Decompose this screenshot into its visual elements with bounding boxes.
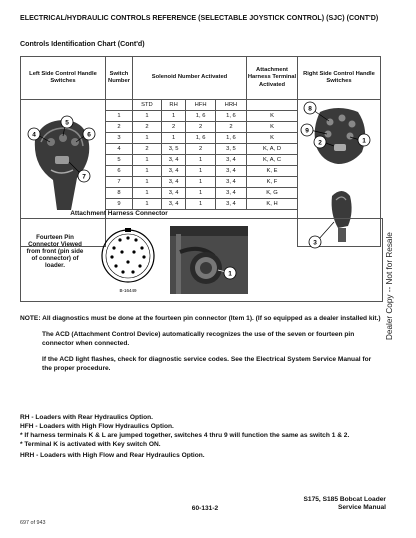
callout-8 <box>304 102 316 114</box>
svg-text:4: 4 <box>32 131 36 139</box>
fourteen-pin-label: Fourteen Pin Connector Viewed from front (pin side of connector) of loader. <box>26 234 84 269</box>
switch-number-subheader-blank <box>106 100 133 111</box>
note-diagnostics: NOTE: All diagnostics must be done at the fourteen pin connector (Item 1). (If so equipped as a dealer installed kit.) <box>20 315 381 322</box>
table-row: 7 1 3, 4 1 3, 4 K, F <box>21 177 381 188</box>
subheader-hrh: HRH <box>215 100 246 111</box>
connector-photo <box>170 226 248 294</box>
header-left-switches: Left Side Control Handle Switches <box>21 57 106 100</box>
table-row: 6 1 3, 4 1 3, 4 K, E <box>21 166 381 177</box>
manual-title: S175, S185 Bobcat Loader Service Manual <box>303 496 386 511</box>
dealer-copy-watermark: Dealer Copy -- Not for Resale <box>385 232 394 340</box>
svg-text:8: 8 <box>308 105 312 113</box>
callout-9 <box>301 124 313 136</box>
note-acd-light: If the ACD light flashes, check for diagnostic service codes. See the Electrical System Service Manual for the proper procedure. <box>42 356 372 372</box>
page-code: 60-131-2 <box>191 505 219 512</box>
subheader-hfh: HFH <box>186 100 216 111</box>
table-row: 2 2 2 2 2 K <box>21 122 381 133</box>
page-title: ELECTRICAL/HYDRAULIC CONTROLS REFERENCE (SELECTABLE JOYSTICK CONTROL) (SJC) (CONT'D) <box>20 14 379 22</box>
figure-code: B-16449 <box>119 288 137 293</box>
terminal-subheader-blank <box>247 100 298 111</box>
header-solenoid: Solenoid Number Activated <box>133 57 247 100</box>
svg-text:7: 7 <box>82 173 86 181</box>
table-row: 1 1 1 1, 6 1, 6 K <box>21 111 381 122</box>
table-row: 9 1 3, 4 1 3, 4 K, H <box>21 199 381 210</box>
fourteen-pin-connector-diagram <box>92 222 168 294</box>
svg-text:3: 3 <box>313 239 317 247</box>
header-right-switches: Right Side Control Handle Switches <box>298 57 381 100</box>
legend-k-l: * If harness terminals K & L are jumped together, switches 4 thru 9 will function the same as switch 1 & 2. <box>20 432 350 439</box>
table-row: 4 2 3, 5 2 3, 5 K, A, D <box>21 144 381 155</box>
callout-1 <box>358 134 370 146</box>
legend-hfh: HFH - Loaders with High Flow Hydraulics Option. <box>20 423 174 430</box>
subheader-rh: RH <box>161 100 185 111</box>
header-terminal: Attachment Harness Terminal Activated <box>247 57 298 100</box>
table-row: 8 1 3, 4 1 3, 4 K, G <box>21 188 381 199</box>
legend-block <box>20 413 349 449</box>
note-acd: The ACD (Attachment Control Device) automatically recognizes the use of the seven or fourteen pin connector when connected. <box>42 331 355 347</box>
svg-text:1: 1 <box>228 270 232 278</box>
callout-connector-1 <box>224 267 236 279</box>
callout-4 <box>28 128 40 140</box>
svg-text:1: 1 <box>362 137 366 145</box>
svg-text:9: 9 <box>305 127 309 135</box>
legend-hrh: HRH - Loaders with High Flow and Rear Hydraulics Option. <box>20 452 205 459</box>
page-count: 697 of 943 <box>20 520 46 526</box>
table-row: 3 1 1 1, 6 1, 6 K <box>21 133 381 144</box>
legend-k-key: * Terminal K is activated with Key switch ON. <box>20 441 161 448</box>
notes-block <box>20 314 382 380</box>
callout-7 <box>78 170 90 182</box>
callout-6 <box>83 128 95 140</box>
left-handle-image <box>21 100 105 220</box>
chart-subtitle: Controls Identification Chart (Cont'd) <box>20 40 145 48</box>
harness-connector-title: Attachment Harness Connector <box>70 210 168 217</box>
svg-text:5: 5 <box>65 119 69 127</box>
svg-text:6: 6 <box>87 131 91 139</box>
callout-2 <box>314 136 326 148</box>
table-row: 5 1 3, 4 1 3, 4 K, A, C <box>21 155 381 166</box>
callout-5 <box>61 116 73 128</box>
svg-text:2: 2 <box>318 139 322 147</box>
subheader-std: STD <box>133 100 162 111</box>
legend-rh: RH - Loaders with Rear Hydraulics Option. <box>20 414 153 421</box>
header-switch-number: Switch Number <box>106 57 133 100</box>
